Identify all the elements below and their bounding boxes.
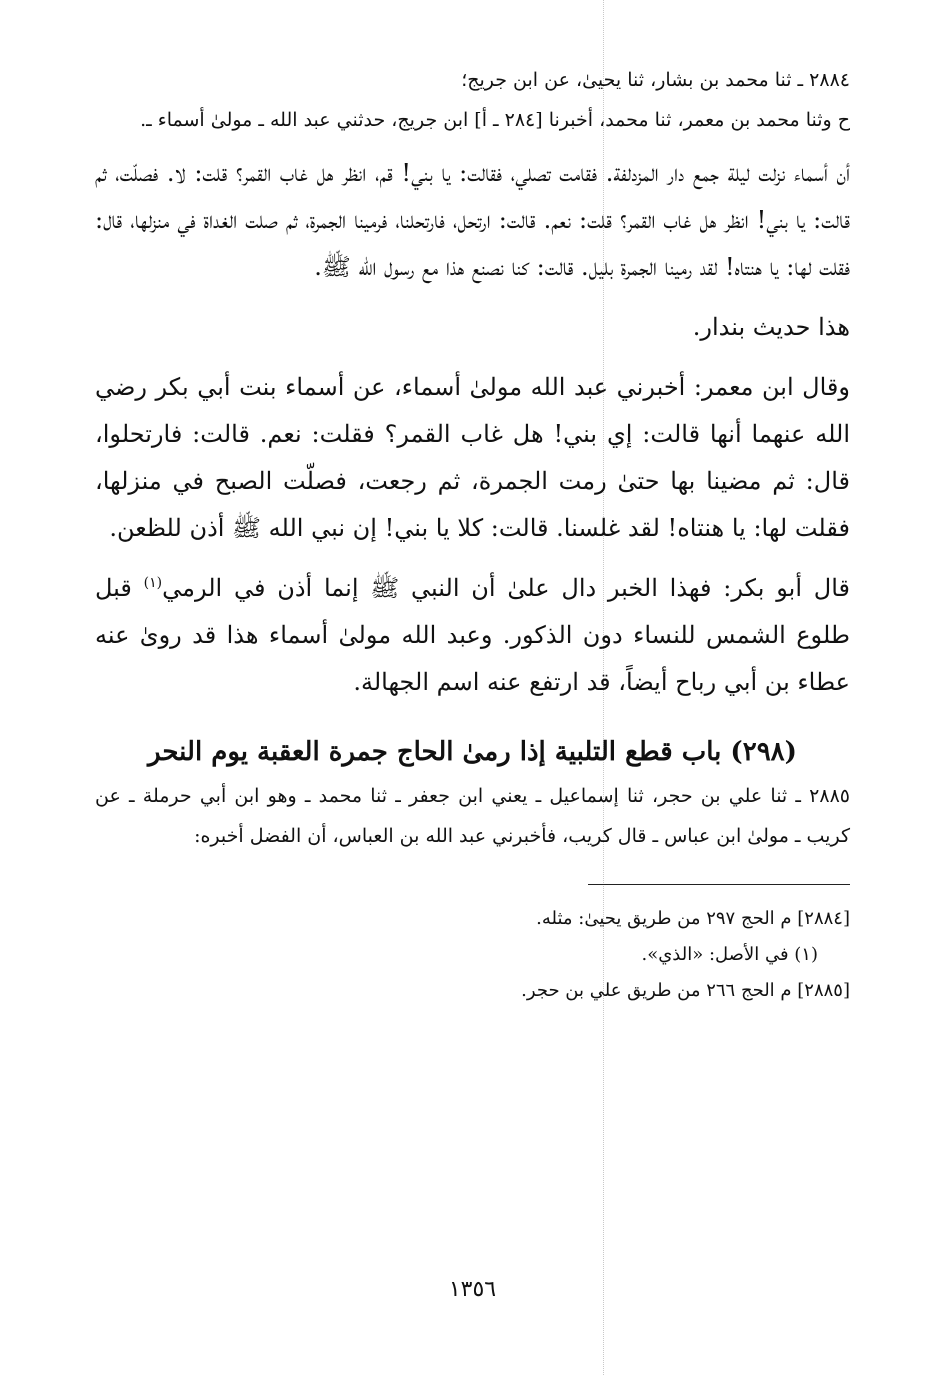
hadith-2884-chain-line-2: ح وثنا محمد بن معمر، ثنا محمد، أخبرنا [٢٨٤ ـ أ] ابن جريج، حدثني عبد الله ـ مولىٰ أسماء ـ.	[140, 109, 850, 131]
hadith-2885-chain: ٢٨٨٥ ـ ثنا علي بن حجر، ثنا إسماعيل ـ يعني ابن جعفر ـ ثنا محمد ـ وهو ابن أبي حرملة ـ عن كريب ـ مولىٰ ابن عباس ـ قال كريب، فأخبرني عبد الله بن العباس، أن الفضل أخبره:	[95, 785, 850, 847]
abu-bakr-commentary	[95, 565, 850, 706]
commentary-part-2: قبل طلوع الشمس للنساء دون الذكور. وعبد الله مولىٰ أسماء هذا قد روىٰ عنه عطاء بن أبي رباح أيضاً، قد ارتفع عنه اسم الجهالة.	[95, 574, 850, 696]
footnote-1: (١) في الأصل: «الذي».	[641, 944, 818, 965]
commentary-part-1: قال أبو بكر: فهذا الخبر دال علىٰ أن النبي ﷺ إنما أذن في الرمي	[162, 574, 850, 602]
ibn-mamar-narration: وقال ابن معمر: أخبرني عبد الله مولىٰ أسماء، عن أسماء بنت أبي بكر رضي الله عنهما أنها قالت: إي بني! هل غاب القمر؟ فقلت: نعم. قالت: فارتحلوا، قال: ثم مضينا بها حتىٰ رمت الجمرة، ثم رجعت، فصلّت الصبح في منزلها، فقلت لها: يا هنتاه! لقد غلسنا. قالت: كلا يا بني! إن نبي الله ﷺ أذن للظعن.	[95, 373, 850, 542]
footnotes	[95, 901, 850, 1009]
footnote-separator	[588, 884, 850, 885]
hadith-2884-text: أن أسماء نزلت ليلة جمع دار المزدلفة. فقامت تصلي، فقالت: يا بني! قم، انظر هل غاب القمر؟ قلت: لا. فصلّت، ثم قالت: يا بني! انظر هل غاب القمر؟ قلت: نعم. قالت: ارتحل، فارتحلنا، فرمينا الجمرة، ثم صلت الغداة في منزلها، قال: فقلت لها: يا هنتاه! لقد رمينا الجمرة بليل. قالت: كنا نصنع هذا مع رسول الله ﷺ.	[95, 159, 850, 281]
page-number: ١٣٥٦	[448, 1277, 497, 1302]
footnote-marker: (١)	[143, 575, 163, 591]
footnote-2885: [٢٨٨٥] م الحج ٢٦٦ من طريق علي بن حجر.	[521, 980, 850, 1001]
chapter-heading: (٢٩٨) باب قطع التلبية إذا رمىٰ الحاج جمرة العقبة يوم النحر	[148, 737, 797, 767]
hadith-2884-chain-line-1: ٢٨٨٤ ـ ثنا محمد بن بشار، ثنا يحيىٰ، عن ابن جريج؛	[461, 69, 850, 91]
book-page	[95, 60, 850, 1330]
footnote-2884: [٢٨٨٤] م الحج ٢٩٧ من طريق يحيىٰ: مثله.	[536, 908, 850, 929]
bundar-remark: هذا حديث بندار.	[692, 313, 850, 341]
